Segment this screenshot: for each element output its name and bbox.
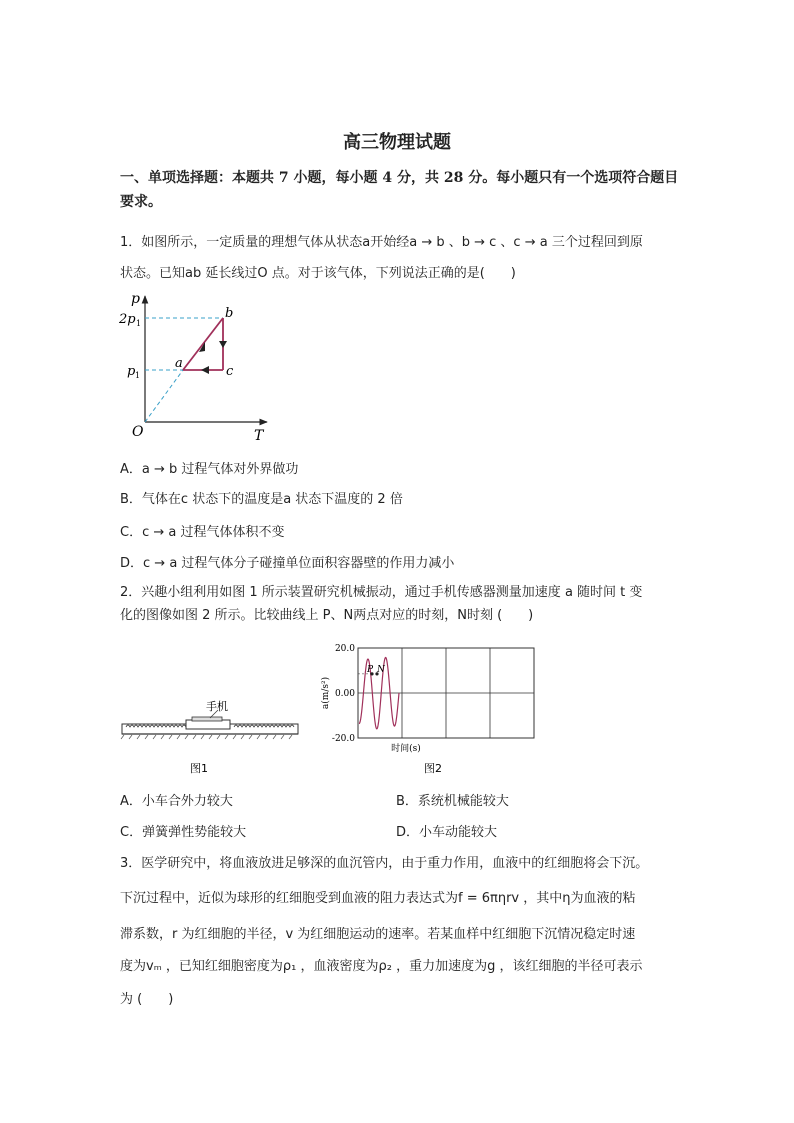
tick-2p1-sub: 1	[136, 319, 142, 328]
y-tick-label: 20.0	[334, 644, 355, 654]
q3-line3: 滞系数，r 为红细胞的半径，v 为红细胞运动的速率。若某血样中红细胞下沉情况稳定时速	[120, 927, 636, 942]
q1-pt-diagram	[115, 288, 275, 446]
fig2-caption: 图2	[424, 762, 442, 775]
q2-option-b: B．系统机械能较大	[396, 794, 509, 809]
q1-stem-line1: 1．如图所示，一定质量的理想气体从状态a开始经a → b 、b → c 、c → a 三个过程回到原	[120, 235, 643, 250]
arrow-bc	[219, 341, 227, 348]
dash-extension	[145, 370, 183, 422]
q2-stem-line2: 化的图像如图 2 所示。比较曲线上 P、N两点对应的时刻，N时刻 ( )	[120, 608, 534, 623]
q3-line5: 为 ( )	[120, 992, 174, 1007]
section-heading: 一、单项选择题：本题共 7 小题，每小题 4 分，共 28 分。每小题只有一个选项符合题目要求。	[120, 170, 679, 210]
q3-line1: 3．医学研究中，将血液放进足够深的血沉管内，由于重力作用，血液中的红细胞将会下沉。	[120, 856, 649, 871]
point-b-label: b	[225, 306, 234, 321]
q2-option-a: A．小车合外力较大	[120, 794, 233, 809]
q2-stem-line1: 2．兴趣小组利用如图 1 所示装置研究机械振动，通过手机传感器测量加速度 a 随时间 t 变	[120, 585, 643, 600]
p-axis-label: p	[131, 291, 140, 307]
left-spring	[126, 725, 186, 727]
y-tick-label: 0.00	[334, 689, 355, 699]
t-axis-label: T	[254, 428, 264, 444]
x-axis-label: 时间(s)	[391, 744, 421, 754]
q1-option-b: B．气体在c 状态下的温度是a 状态下温度的 2 倍	[120, 492, 403, 507]
q3-line2: 下沉过程中，近似为球形的红细胞受到血液的阻力表达式为f = 6πηrv ，其中η为血液的粘	[120, 891, 636, 906]
fig1-caption: 图1	[190, 762, 208, 775]
y-axis-label: a(m/s²)	[321, 676, 331, 710]
point-a-label: a	[175, 356, 183, 371]
tick-2p1: 2p	[119, 312, 136, 327]
q1-stem-line2: 状态。已知ab 延长线过O 点。对于该气体，下列说法正确的是( )	[120, 266, 516, 281]
phone	[192, 717, 222, 721]
y-tick-label: -20.0	[331, 734, 355, 744]
process-ab	[183, 318, 223, 370]
tick-p1: p	[127, 364, 136, 379]
point-c-label: c	[226, 364, 234, 379]
label-N: N	[377, 664, 385, 675]
q2-option-c: C．弹簧弹性势能较大	[120, 825, 247, 840]
label-P: P	[367, 664, 374, 675]
tick-p1-sub: 1	[135, 371, 141, 380]
q1-option-c: C．c → a 过程气体体积不变	[120, 525, 285, 540]
fig1-apparatus	[120, 696, 300, 778]
arrow-ca	[201, 366, 209, 374]
q1-option-a: A．a → b 过程气体对外界做功	[120, 462, 299, 477]
fig2-chart	[318, 638, 540, 780]
q2-option-d: D．小车动能较大	[396, 825, 498, 840]
right-spring	[234, 725, 294, 727]
q1-option-d: D．c → a 过程气体分子碰撞单位面积容器壁的作用力减小	[120, 556, 455, 571]
q3-line4: 度为vₘ ，已知红细胞密度为ρ₁ ，血液密度为ρ₂ ，重力加速度为g ，该红细胞的半径可表示	[120, 959, 643, 974]
origin-label: O	[132, 424, 144, 440]
page-title: 高三物理试题	[343, 132, 451, 153]
phone-label: 手机	[206, 700, 228, 713]
